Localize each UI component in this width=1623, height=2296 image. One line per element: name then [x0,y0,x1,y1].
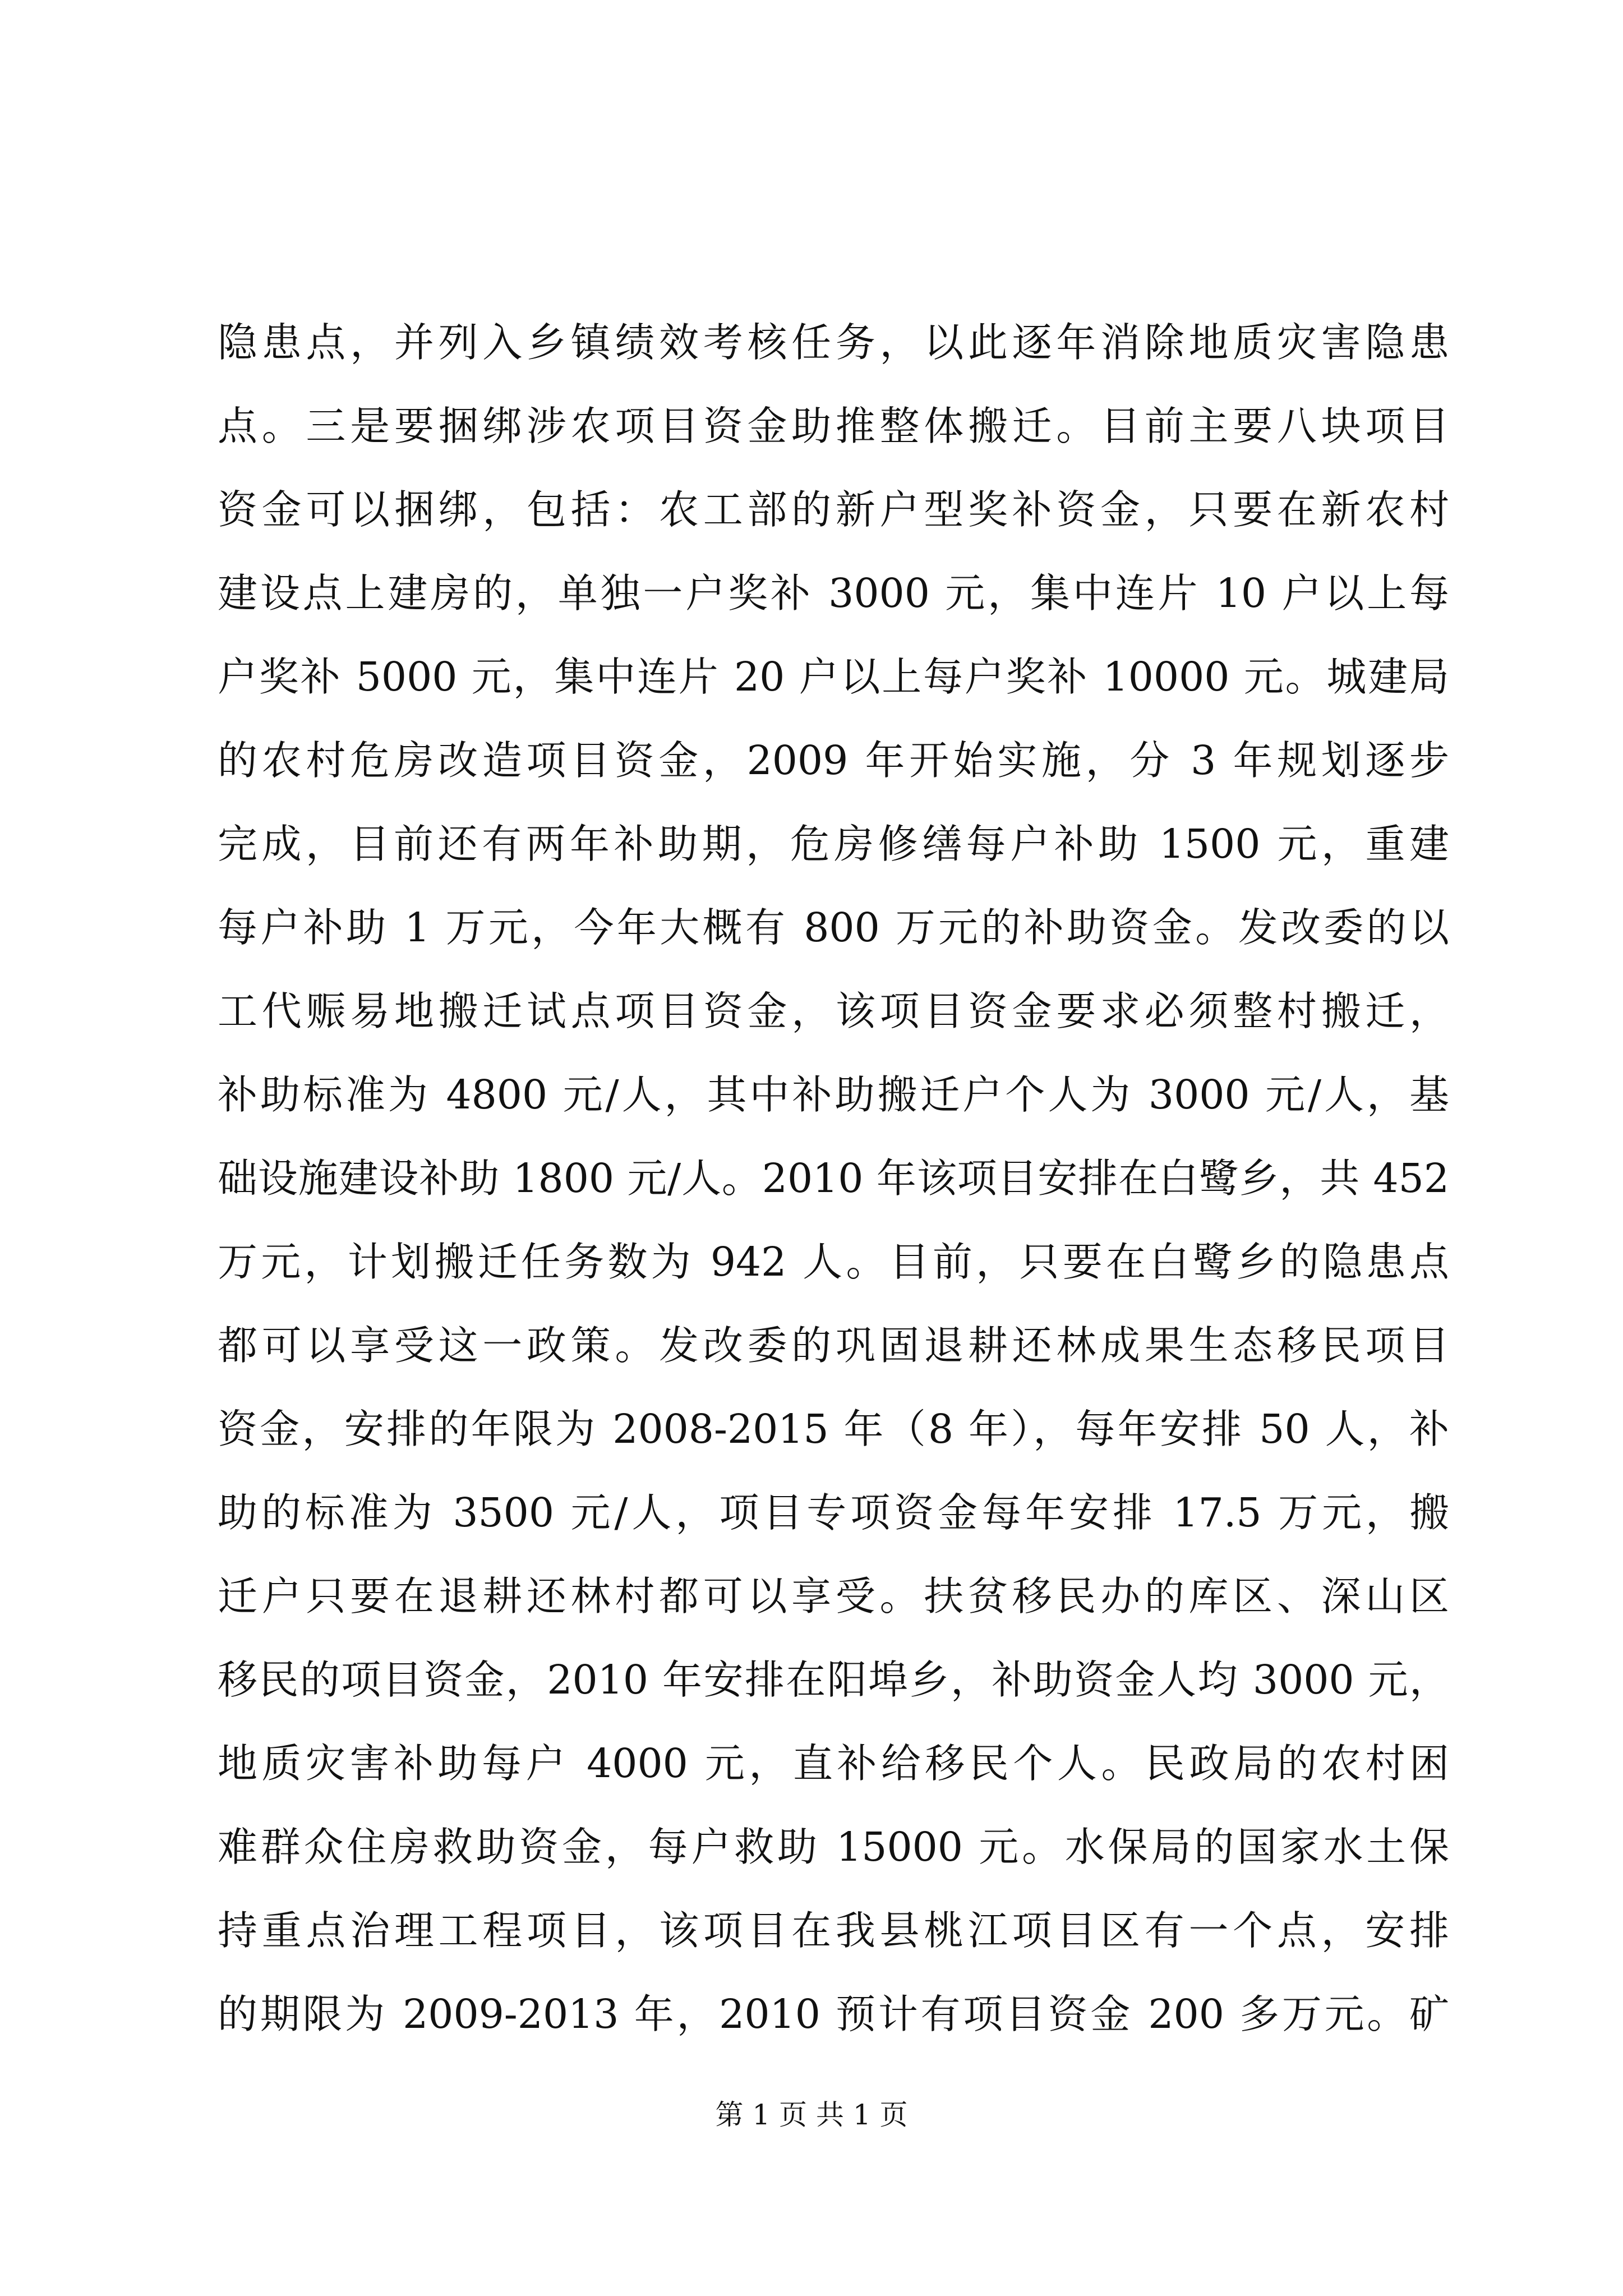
text-line-11: 础设施建设补助 1800 元/人。2010 年该项目安排在白鹭乡，共 452 [218,1155,1449,1202]
text-line-14: 资金，安排的年限为 2008-2015 年（8 年），每年安排 50 人，补 [218,1406,1449,1452]
text-line-7: 完成，目前还有两年补助期，危房修缮每户补助 1500 元，重建 [218,821,1449,867]
text-line-4: 建设点上建房的，单独一户奖补 3000 元，集中连片 10 户以上每 [218,570,1449,616]
text-line-9: 工代赈易地搬迁试点项目资金，该项目资金要求必须整村搬迁， [218,988,1449,1034]
text-line-19: 难群众住房救助资金，每户救助 15000 元。水保局的国家水土保 [218,1824,1449,1870]
text-line-21: 的期限为 2009-2013 年，2010 预计有项目资金 200 多万元。矿 [218,1991,1449,2037]
text-line-16: 迁户只要在退耕还林村都可以享受。扶贫移民办的库区、深山区 [218,1573,1449,1619]
body-text [218,301,1449,2056]
text-line-20: 持重点治理工程项目，该项目在我县桃江项目区有一个点，安排 [218,1907,1449,1954]
text-line-3: 资金可以捆绑，包括：农工部的新户型奖补资金，只要在新农村 [218,486,1449,533]
text-line-15: 助的标准为 3500 元/人，项目专项资金每年安排 17.5 万元，搬 [218,1489,1449,1536]
text-line-5: 户奖补 5000 元，集中连片 20 户以上每户奖补 10000 元。城建局 [218,654,1449,700]
text-line-2: 点。三是要捆绑涉农项目资金助推整体搬迁。目前主要八块项目 [218,403,1449,449]
text-line-6: 的农村危房改造项目资金，2009 年开始实施，分 3 年规划逐步 [218,737,1449,784]
text-line-8: 每户补助 1 万元，今年大概有 800 万元的补助资金。发改委的以 [218,904,1449,951]
text-line-17: 移民的项目资金，2010 年安排在阳埠乡，补助资金人均 3000 元， [218,1657,1449,1703]
page-number-label: 第 1 页 共 1 页 [715,2099,908,2131]
text-line-13: 都可以享受这一政策。发改委的巩固退耕还林成果生态移民项目 [218,1322,1449,1369]
text-line-1: 隐患点，并列入乡镇绩效考核任务，以此逐年消除地质灾害隐患 [218,319,1449,366]
text-line-10: 补助标准为 4800 元/人，其中补助搬迁户个人为 3000 元/人，基 [218,1071,1449,1118]
text-line-12: 万元，计划搬迁任务数为 942 人。目前，只要在白鹭乡的隐患点 [218,1239,1449,1285]
text-line-18: 地质灾害补助每户 4000 元，直补给移民个人。民政局的农村困 [218,1740,1449,1787]
page-footer [0,2092,1623,2133]
